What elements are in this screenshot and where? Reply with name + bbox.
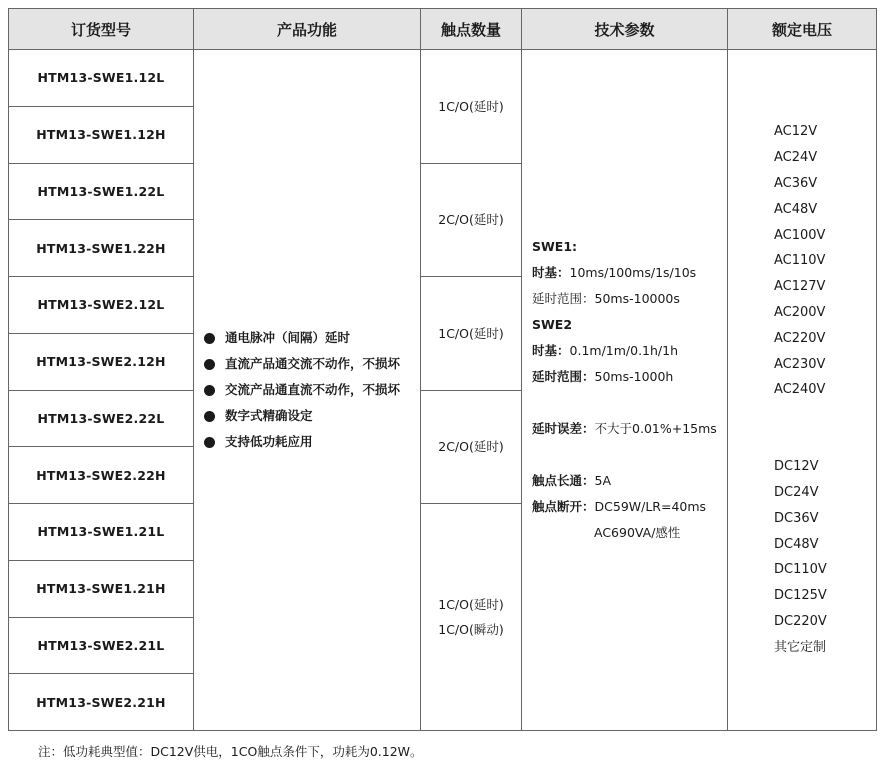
voltage-item: AC220V	[774, 330, 826, 346]
contact-break: 触点断开：DC59W/LR=40ms	[532, 499, 707, 514]
model-cell: HTM13-SWE2.22H	[9, 447, 194, 504]
header-voltage: 额定电压	[728, 9, 877, 50]
swe2-title: SWE2	[532, 317, 573, 332]
model-cell: HTM13-SWE2.21L	[9, 617, 194, 674]
voltage-item: AC200V	[774, 305, 826, 320]
dc-voltage-list	[774, 454, 876, 660]
bullet-icon	[204, 411, 215, 422]
voltage-item: AC12V	[774, 124, 818, 140]
voltage-item: DC36V	[774, 510, 819, 526]
contact-break-ac: AC690VA/感性	[594, 525, 681, 540]
voltage-item: DC48V	[774, 536, 819, 552]
voltage-item: DC12V	[774, 459, 819, 475]
timing-error: 延时误差：不大于0.01%+15ms	[532, 421, 717, 436]
model-cell: HTM13-SWE1.12H	[9, 106, 194, 163]
voltage-item: 其它定制	[774, 639, 827, 655]
contact-line: 1C/O(瞬动)	[438, 622, 504, 637]
function-item: 支持低功耗应用	[204, 429, 420, 455]
voltage-item: DC110V	[774, 562, 827, 578]
bullet-icon	[204, 385, 215, 396]
model-cell: HTM13-SWE1.12L	[9, 50, 194, 107]
function-item: 直流产品通交流不动作，不损坏	[204, 351, 420, 377]
contact-make: 触点长通：5A	[532, 473, 612, 488]
contact-line: 1C/O(延时)	[438, 597, 504, 612]
bullet-icon	[204, 359, 215, 370]
voltage-item: AC127V	[774, 279, 826, 295]
function-list	[204, 325, 420, 455]
model-cell: HTM13-SWE2.12H	[9, 333, 194, 390]
voltage-item: AC230V	[774, 356, 826, 372]
model-cell: HTM13-SWE1.22L	[9, 163, 194, 220]
header-contacts: 触点数量	[421, 9, 522, 50]
ac-voltage-list	[774, 119, 876, 403]
swe2-range: 延时范围：50ms-1000h	[532, 369, 674, 384]
voltage-item: AC100V	[774, 227, 826, 243]
model-cell: HTM13-SWE2.22L	[9, 390, 194, 447]
model-cell: HTM13-SWE2.21H	[9, 674, 194, 731]
swe2-base: 时基：0.1m/1m/0.1h/1h	[532, 343, 679, 358]
voltage-item: AC24V	[774, 150, 818, 166]
model-cell: HTM13-SWE2.12L	[9, 277, 194, 334]
header-model: 订货型号	[9, 9, 194, 50]
tech-params-cell	[522, 50, 728, 731]
header-row	[9, 9, 877, 50]
table-row	[9, 50, 877, 107]
voltage-item: DC220V	[774, 613, 827, 629]
voltage-item: DC125V	[774, 588, 827, 604]
contact-cell: 1C/O(延时)	[421, 50, 522, 164]
swe1-title: SWE1:	[532, 239, 578, 254]
bullet-icon	[204, 333, 215, 344]
footnote: 注：低功耗典型值：DC12V供电，1CO触点条件下，功耗为0.12W。	[38, 744, 423, 759]
swe1-base: 时基：10ms/100ms/1s/10s	[532, 265, 697, 280]
function-cell	[194, 50, 421, 731]
bullet-icon	[204, 437, 215, 448]
model-cell: HTM13-SWE1.22H	[9, 220, 194, 277]
voltage-item: AC110V	[774, 253, 826, 269]
voltage-item: AC36V	[774, 176, 818, 192]
voltage-spacer	[774, 403, 876, 454]
model-cell: HTM13-SWE1.21H	[9, 560, 194, 617]
header-tech: 技术参数	[522, 9, 728, 50]
function-item: 数字式精确设定	[204, 403, 420, 429]
function-item: 交流产品通直流不动作，不损坏	[204, 377, 420, 403]
voltage-cell	[728, 50, 877, 731]
spec-table	[8, 8, 877, 731]
voltage-item: DC24V	[774, 484, 819, 500]
voltage-item: AC48V	[774, 201, 818, 217]
header-function: 产品功能	[194, 9, 421, 50]
voltage-item: AC240V	[774, 382, 826, 398]
contact-cell	[421, 504, 522, 731]
contact-cell: 2C/O(延时)	[421, 390, 522, 504]
contact-cell: 2C/O(延时)	[421, 163, 522, 277]
swe1-range: 延时范围：50ms-10000s	[532, 291, 680, 306]
contact-cell: 1C/O(延时)	[421, 277, 522, 391]
model-cell: HTM13-SWE1.21L	[9, 504, 194, 561]
function-item: 通电脉冲（间隔）延时	[204, 325, 420, 351]
